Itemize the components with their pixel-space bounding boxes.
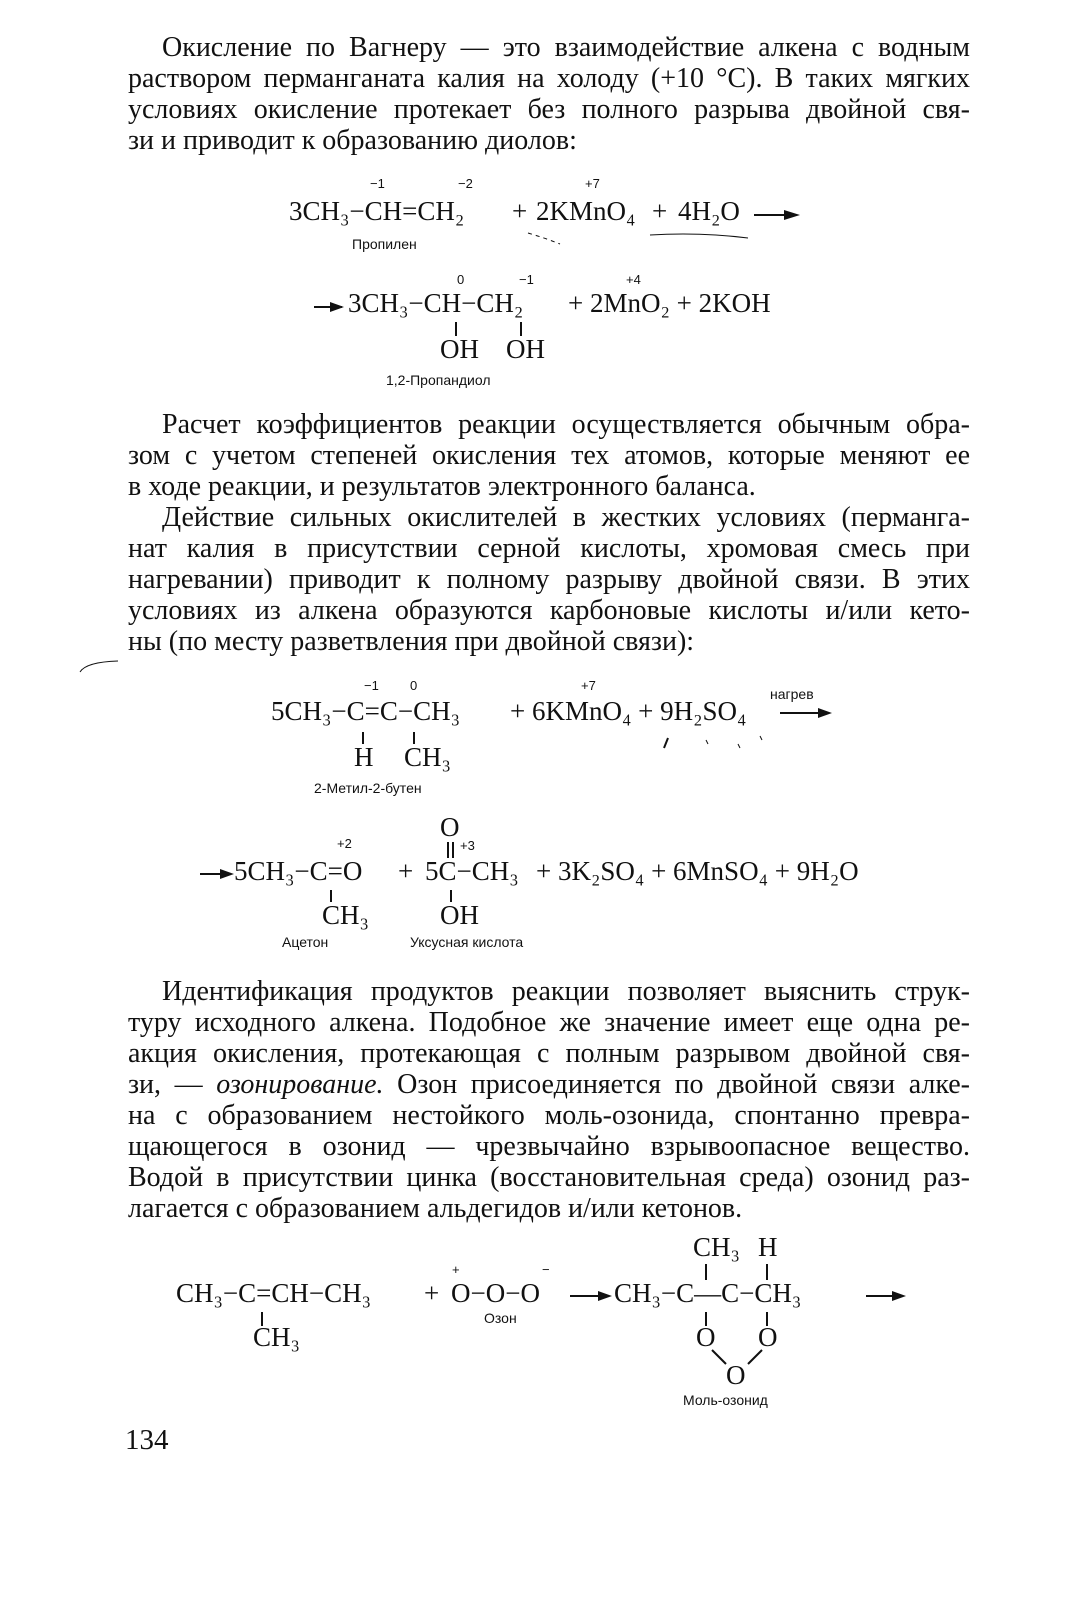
formula-products: + 3K₂SO₄ + 6MnSO₄ + 9H₂O xyxy=(536,856,859,886)
hydrogen-atom: H xyxy=(354,742,374,772)
text-line: зи, — озонирование. Озон присоединяется по двойной связи алке- xyxy=(128,1069,970,1100)
arrow-head xyxy=(892,1291,906,1301)
oxidation-state: −1 xyxy=(519,272,534,287)
formula-acetone: 5CH₃−C=O xyxy=(234,856,363,886)
methyl-group: CH₃ xyxy=(253,1322,300,1352)
arrow-head xyxy=(330,302,344,312)
formula-methylbutene: 5CH₃−C=C−CH₃ xyxy=(271,696,461,726)
text-line: Водой в присутствии цинка (восстановительная среда) озонид раз- xyxy=(128,1162,970,1193)
caption-propanediol: 1,2-Пропандиол xyxy=(386,372,491,388)
text-line: акция окисления, протекающая с полным разрывом двойной свя- xyxy=(128,1038,970,1069)
formula-kmno4: 2KMnO₄ xyxy=(536,196,636,226)
caption-methylbutene: 2-Метил-2-бутен xyxy=(314,780,422,796)
ring-oxygen: O xyxy=(726,1360,746,1390)
text-line: раствором перманганата калия на холоду (+10 °С). В таких мягких xyxy=(128,63,970,94)
caption-acetic-acid: Уксусная кислота xyxy=(410,934,524,950)
oxidation-state: 0 xyxy=(457,272,465,287)
caption-molozonide: Моль-озонид xyxy=(683,1392,768,1408)
text-line: условиях окисление протекает без полного разрыва двойной свя- xyxy=(128,94,970,125)
hydroxyl-group: OH xyxy=(440,334,479,364)
plus-sign: + xyxy=(512,196,528,226)
text-line: лагается с образованием альдегидов и/или кетонов. xyxy=(128,1193,743,1224)
text-line: Действие сильных окислителей в жестких условиях (перманга- xyxy=(162,502,970,533)
carbonyl-oxygen: O xyxy=(440,812,460,842)
oxidation-state: 0 xyxy=(410,678,418,693)
oxidation-state: −1 xyxy=(364,678,379,693)
oxidation-state: +3 xyxy=(460,838,475,853)
formula-methylbutene: CH₃−C=CH−CH₃ xyxy=(176,1278,372,1308)
text-line: туру исходного алкена. Подобное же значение имеет еще одна ре- xyxy=(128,1007,970,1038)
ring-oxygen: O xyxy=(696,1322,716,1352)
text-line: зи и приводит к образованию диолов: xyxy=(128,125,577,156)
hydrogen-atom: H xyxy=(758,1232,778,1262)
methyl-group: CH₃ xyxy=(404,742,451,772)
paragraph-coefficients xyxy=(128,409,970,502)
arrow-head xyxy=(784,210,800,220)
hydroxyl-group: OH xyxy=(506,334,545,364)
caption-propylene: Пропилен xyxy=(352,236,417,252)
formula-reagents: + 6KMnO₄ + 9H₂SO₄ xyxy=(510,696,747,726)
text-line: на с образованием нестойкого моль-озонида, спонтанно превра- xyxy=(128,1100,970,1131)
plus-sign: + xyxy=(652,196,668,226)
oxidation-state: −1 xyxy=(370,176,385,191)
pencil-mark xyxy=(80,661,118,672)
pencil-mark xyxy=(706,736,762,748)
formula-water: 4H₂O xyxy=(678,196,740,226)
text-line: в ходе реакции, и результатов электронного баланса. xyxy=(128,471,756,502)
plus-sign: + xyxy=(398,856,414,886)
oxidation-state: −2 xyxy=(458,176,473,191)
text-line: условиях из алкена образуются карбоновые кислоты и/или кето- xyxy=(128,595,970,626)
paragraph-strong-oxidizers xyxy=(128,502,970,657)
pencil-mark xyxy=(650,234,748,238)
formula-propylene: 3CH₃−CH=CH₂ xyxy=(289,196,465,226)
text-line: Расчет коэффициентов реакции осуществляется обычным обра- xyxy=(162,409,970,440)
pencil-mark xyxy=(528,233,560,244)
pencil-mark xyxy=(664,738,668,748)
paragraph-ozonolysis xyxy=(128,976,970,1224)
text-line: зом с учетом степеней окисления тех атомов, которые меняют ее xyxy=(128,440,970,471)
arrow-head xyxy=(818,708,832,718)
oxidation-state: +7 xyxy=(585,176,600,191)
formula-products: + 2MnO₂ + 2KOH xyxy=(568,288,771,318)
methyl-group: CH₃ xyxy=(322,900,369,930)
arrow-head xyxy=(220,869,234,879)
text-line: нагревании) приводит к полному разрыву двойной связи. В этих xyxy=(128,564,970,595)
formula-propanediol: 3CH₃−CH−CH₂ xyxy=(348,288,524,318)
paragraph-wagner xyxy=(128,32,970,156)
arrow-head xyxy=(598,1291,612,1301)
caption-acetone: Ацетон xyxy=(282,934,329,950)
formula-ozone: O−O−O xyxy=(451,1278,540,1308)
charge-minus: − xyxy=(542,1262,550,1277)
ring-oxygen: O xyxy=(758,1322,778,1352)
caption-ozone: Озон xyxy=(484,1310,517,1326)
formula-molozonide: CH₃−C—C−CH₃ xyxy=(614,1278,802,1308)
oxidation-state: +2 xyxy=(337,836,352,851)
formula-acetic-acid: 5C−CH₃ xyxy=(425,856,519,886)
term-ozonation: озонирование. xyxy=(216,1069,384,1100)
oxidation-state: +7 xyxy=(581,678,596,693)
text-line: щающегося в озонид — чрезвычайно взрывоопасное вещество. xyxy=(128,1131,970,1162)
text-line: нат калия в присутствии серной кислоты, хромовая смесь при xyxy=(128,533,970,564)
text-line: ны (по месту разветвления при двойной связи): xyxy=(128,626,695,657)
text-line: Идентификация продуктов реакции позволяет выяснить струк- xyxy=(162,976,970,1007)
page-number: 134 xyxy=(125,1424,169,1456)
plus-sign: + xyxy=(424,1278,440,1308)
hydroxyl-group: OH xyxy=(440,900,479,930)
methyl-group: CH₃ xyxy=(693,1232,740,1262)
text-line: Окисление по Вагнеру — это взаимодействие алкена с водным xyxy=(162,32,970,63)
oxidation-state: +4 xyxy=(626,272,641,287)
charge-plus: + xyxy=(452,1262,460,1277)
reaction-condition: нагрев xyxy=(770,686,814,702)
